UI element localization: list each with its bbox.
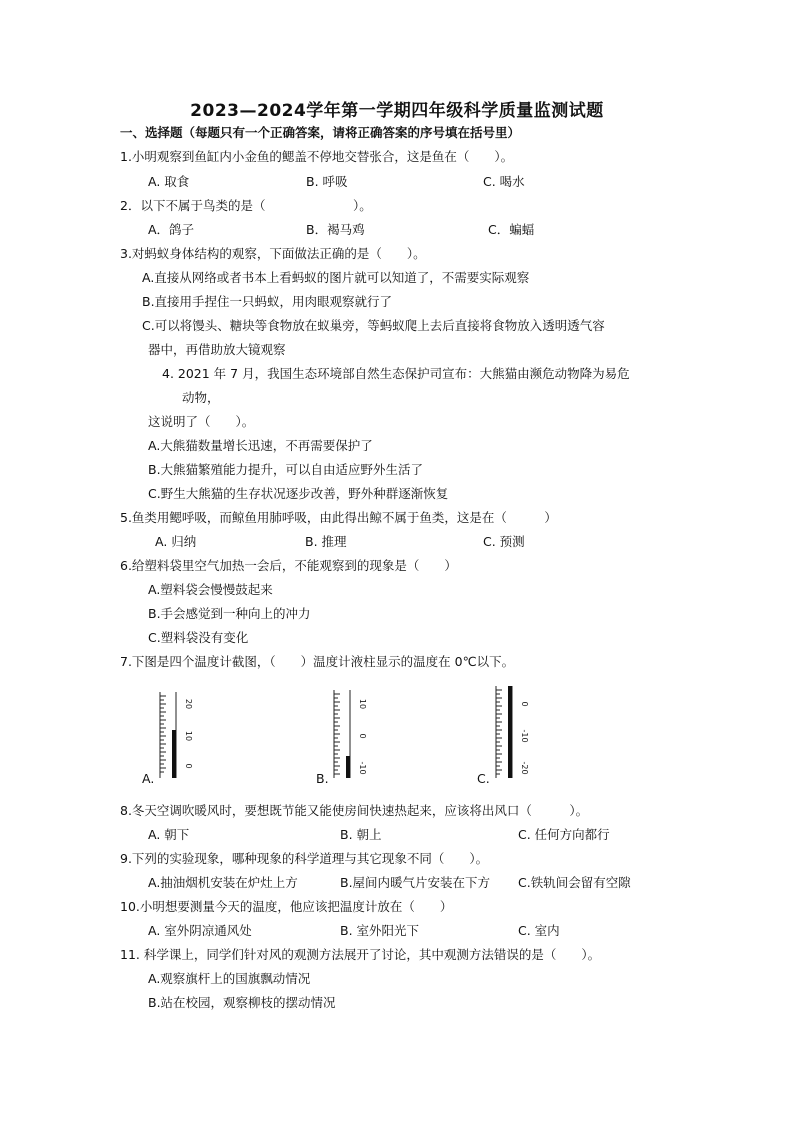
question-9-option-c: C.铁轨间会留有空隙 — [518, 875, 631, 890]
question-1-option-a: A. 取食 — [148, 174, 190, 189]
question-2-stem: 2．以下不属于鸟类的是（ ）。 — [120, 198, 372, 213]
question-6-option-b: B.手会感觉到一种向上的冲力 — [148, 606, 311, 621]
question-10-stem: 10.小明想要测量今天的温度，他应该把温度计放在（ ） — [120, 899, 453, 914]
question-4-stem: 4. 2021 年 7 月，我国生态环境部自然生态保护司宣布：大熊猫由濒危动物降为易危 — [162, 366, 630, 381]
thermometer-b-tick-1: 10 — [358, 698, 367, 710]
thermometer-b-tick-2: 0 — [358, 733, 367, 739]
question-11-option-a: A.观察旗杆上的国旗飘动情况 — [148, 971, 311, 986]
question-3-option-b: B.直接用手捏住一只蚂蚁，用肉眼观察就行了 — [142, 294, 393, 309]
thermometer-a — [152, 690, 202, 782]
question-5-option-a: A. 归纳 — [155, 534, 197, 549]
thermometer-c — [488, 684, 538, 782]
question-6-stem: 6.给塑料袋里空气加热一会后，不能观察到的现象是（ ） — [120, 558, 457, 573]
question-9-stem: 9.下列的实验现象，哪种现象的科学道理与其它现象不同（ ）。 — [120, 851, 489, 866]
thermometer-b-label: B. — [316, 771, 329, 786]
question-3-stem: 3.对蚂蚁身体结构的观察，下面做法正确的是（ ）。 — [120, 246, 426, 261]
question-6-option-a: A.塑料袋会慢慢鼓起来 — [148, 582, 273, 597]
question-10-option-b: B. 室外阳光下 — [340, 923, 420, 938]
question-2-option-b: B．褐马鸡 — [306, 222, 365, 237]
question-9-option-b: B.屋间内暖气片安装在下方 — [340, 875, 491, 890]
question-4-option-a: A.大熊猫数量增长迅速，不再需要保护了 — [148, 438, 373, 453]
question-9-option-a: A.抽油烟机安装在炉灶上方 — [148, 875, 298, 890]
question-8-option-a: A. 朝下 — [148, 827, 190, 842]
thermometer-a-tick-3: 0 — [184, 763, 193, 769]
question-4-option-b: B.大熊猫繁殖能力提升，可以自由适应野外生活了 — [148, 462, 424, 477]
question-7-stem: 7.下图是四个温度计截图，（ ）温度计液柱显示的温度在 0℃以下。 — [120, 654, 515, 669]
question-11-option-b: B.站在校园，观察柳枝的摆动情况 — [148, 995, 336, 1010]
question-5-option-c: C. 预测 — [483, 534, 525, 549]
question-5-option-b: B. 推理 — [305, 534, 347, 549]
question-5-stem: 5.鱼类用鳃呼吸，而鲸鱼用肺呼吸，由此得出鲸不属于鱼类，这是在（ ） — [120, 510, 557, 525]
question-8-option-b: B. 朝上 — [340, 827, 382, 842]
exam-title: 2023—2024学年第一学期四年级科学质量监测试题 — [190, 101, 604, 121]
thermometer-c-tick-2: -10 — [520, 729, 529, 743]
question-3-option-c-continued: 器中，再借助放大镜观察 — [148, 342, 286, 357]
question-11-stem: 11. 科学课上，同学们针对风的观测方法展开了讨论，其中观测方法错误的是（ ）。 — [120, 947, 601, 962]
question-4-stem-end: 这说明了（ ）。 — [148, 414, 255, 429]
question-3-option-c: C.可以将馒头、糖块等食物放在蚁巢旁，等蚂蚁爬上去后直接将食物放入透明透气容 — [142, 318, 605, 333]
thermometer-c-tick-1: 0 — [520, 701, 529, 707]
question-2-option-a: A．鸽子 — [148, 222, 195, 237]
question-1-option-c: C. 喝水 — [483, 174, 525, 189]
question-2-option-c: C．蝙蝠 — [488, 222, 535, 237]
question-3-option-a: A.直接从网络或者书本上看蚂蚁的图片就可以知道了，不需要实际观察 — [142, 270, 530, 285]
thermometer-c-tick-3: -20 — [520, 761, 529, 775]
thermometer-a-tick-2: 10 — [184, 730, 193, 742]
question-8-option-c: C. 任何方向都行 — [518, 827, 610, 842]
thermometer-b — [326, 688, 376, 782]
thermometer-a-label: A. — [142, 771, 155, 786]
question-6-option-c: C.塑料袋没有变化 — [148, 630, 249, 645]
thermometer-a-tick-1: 20 — [184, 698, 193, 710]
question-1-option-b: B. 呼吸 — [306, 174, 348, 189]
section-heading: 一、选择题（每题只有一个正确答案，请将正确答案的序号填在括号里） — [120, 125, 521, 140]
thermometer-b-tick-3: -10 — [358, 761, 367, 775]
question-10-option-c: C. 室内 — [518, 923, 560, 938]
thermometer-c-label: C. — [477, 771, 490, 786]
question-8-stem: 8.冬天空调吹暖风时，要想既节能又能使房间快速热起来，应该将出风口（ ）。 — [120, 803, 589, 818]
question-10-option-a: A. 室外阴凉通风处 — [148, 923, 252, 938]
question-1-stem: 1.小明观察到鱼缸内小金鱼的鳃盖不停地交替张合，这是鱼在（ ）。 — [120, 149, 514, 164]
question-4-stem-continued: 动物， — [182, 390, 220, 405]
question-4-option-c: C.野生大熊猫的生存状况逐步改善，野外种群逐渐恢复 — [148, 486, 449, 501]
